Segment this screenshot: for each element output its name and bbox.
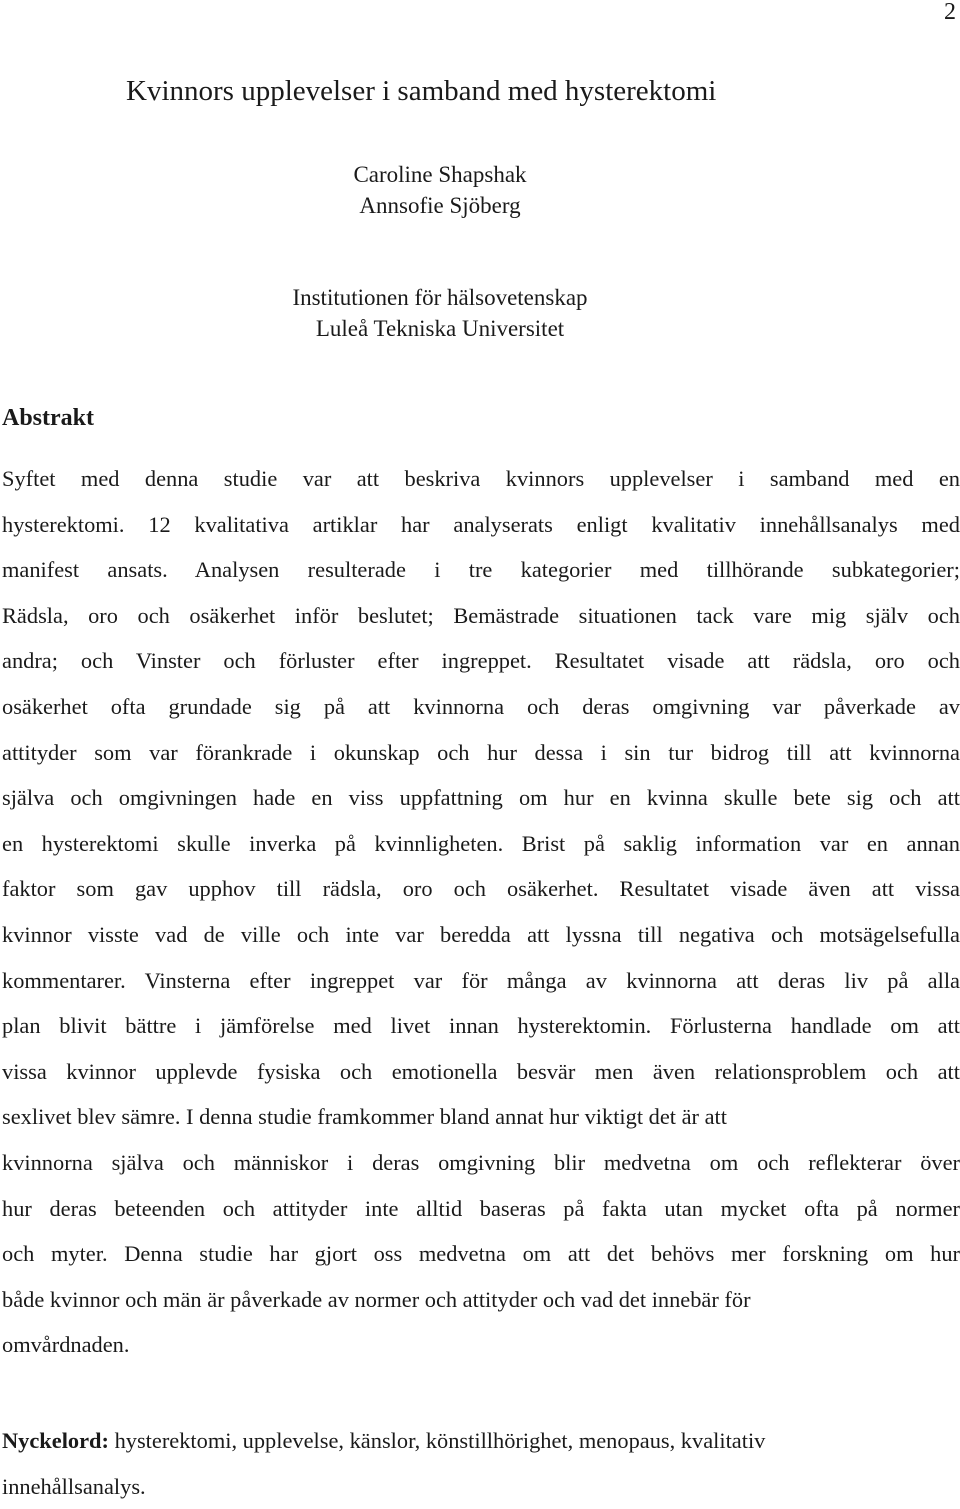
abstract-line: vissa kvinnor upplevde fysiska och emotionella besvär men även relationsproblem och att bbox=[2, 1058, 960, 1084]
affiliation-university: Luleå Tekniska Universitet bbox=[315, 316, 565, 341]
abstract-line: faktor som gav upphov till rädsla, oro och osäkerhet. Resultatet visade även att vissa bbox=[2, 876, 960, 902]
affiliation-department: Institutionen för hälsovetenskap bbox=[292, 285, 588, 310]
abstract-line: och myter. Denna studie har gjort oss medvetna om att det behövs mer forskning om hur bbox=[2, 1241, 960, 1267]
abstract-line: Syftet med denna studie var att beskriva kvinnors upplevelser i samband med en bbox=[2, 466, 960, 491]
abstract-heading: Abstrakt bbox=[2, 405, 95, 431]
abstract-line: sexlivet blev sämre. I denna studie framkommer bland annat hur viktigt det är att bbox=[2, 1104, 727, 1130]
abstract-line: omvårdnaden. bbox=[2, 1332, 130, 1358]
abstract-line: manifest ansats. Analysen resulterade i tre kategorier med tillhörande subkategorier; bbox=[2, 557, 960, 583]
abstract-line: kommentarer. Vinsterna efter ingreppet var för många av kvinnorna att deras liv på alla bbox=[2, 967, 960, 993]
abstract-line: Rädsla, oro och osäkerhet inför beslutet; Bemästrade situationen tack vare mig själv och bbox=[2, 602, 960, 628]
page-number: 2 bbox=[944, 0, 956, 25]
abstract-line: osäkerhet ofta grundade sig på att kvinnorna och deras omgivning var påverkade av bbox=[2, 693, 960, 719]
affiliation bbox=[0, 282, 880, 344]
abstract-line: attityder som var förankrade i okunskap och hur dessa i sin tur bidrog till att kvinnorna bbox=[2, 739, 960, 765]
keywords-list: hysterektomi, upplevelse, känslor, könstillhörighet, menopaus, kvalitativ bbox=[108, 1428, 766, 1453]
abstract-line: andra; och Vinster och förluster efter ingreppet. Resultatet visade att rädsla, oro och bbox=[2, 648, 960, 674]
keywords-line-continued: innehållsanalys. bbox=[2, 1473, 146, 1499]
keywords bbox=[2, 1418, 960, 1509]
abstract-line: hur deras beteenden och attityder inte alltid baseras på fakta utan mycket ofta på normer bbox=[2, 1195, 960, 1221]
abstract-line: hysterektomi. 12 kvalitativa artiklar har analyserats enligt kvalitativ innehållsanalys med bbox=[2, 511, 960, 537]
abstract-line: kvinnor visste vad de ville och inte var beredda att lyssna till negativa och motsägelsefulla bbox=[2, 921, 960, 947]
abstract-line: både kvinnor och män är påverkade av normer och attityder och vad det innebär för bbox=[2, 1286, 751, 1312]
paper-title: Kvinnors upplevelser i samband med hysterektomi bbox=[126, 75, 717, 107]
author-name: Annsofie Sjöberg bbox=[359, 193, 521, 218]
author-name: Caroline Shapshak bbox=[353, 162, 527, 187]
abstract-line: en hysterektomi skulle inverka på kvinnligheten. Brist på saklig information var en annan bbox=[2, 830, 960, 856]
keywords-line bbox=[2, 1418, 960, 1464]
abstract-line: själva och omgivningen hade en viss uppfattning om hur en kvinna skulle bete sig och att bbox=[2, 785, 960, 811]
keywords-label: Nyckelord: bbox=[2, 1428, 109, 1453]
author-list bbox=[0, 159, 880, 221]
abstract-line: kvinnorna själva och människor i deras omgivning blir medvetna om och reflekterar över bbox=[2, 1149, 960, 1175]
abstract-body bbox=[2, 456, 960, 1368]
abstract-line: plan blivit bättre i jämförelse med livet innan hysterektomin. Förlusterna handlade om att bbox=[2, 1013, 960, 1039]
